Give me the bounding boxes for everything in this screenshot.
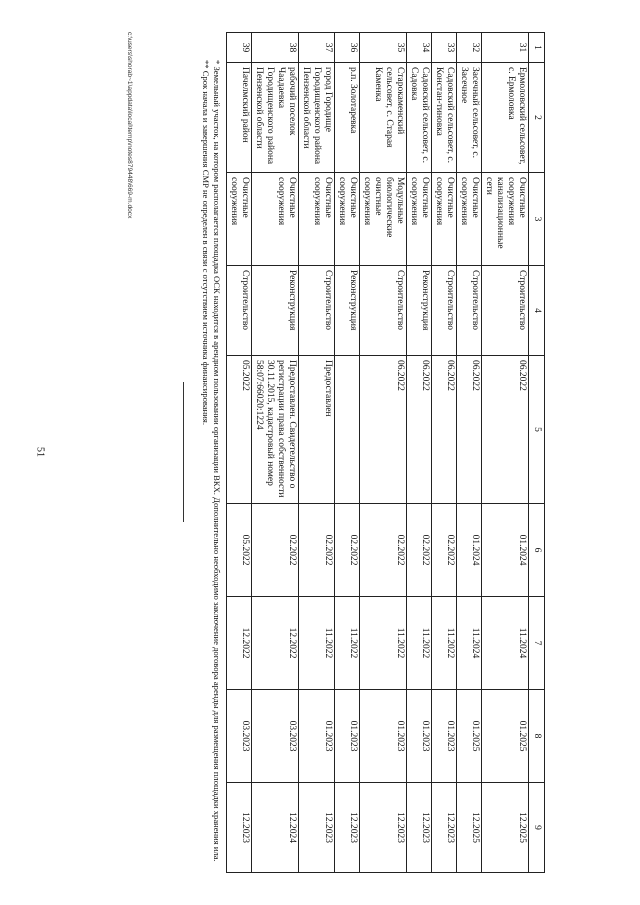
date-col-8: 01.2023 [299,690,335,783]
row-number: 38 [252,33,299,63]
settlement: Засечный сельсовет, с. Засечное [457,63,482,173]
settlement: Пачелмский район [227,63,252,173]
rotated-page-content [75,32,545,872]
land-plot-status: Предоставлен [299,356,335,504]
date-col-9: 12.2023 [299,783,335,873]
work-type: Строительство [482,266,529,356]
settlement: Садовский сельсовет, с. Констан-тиновка [432,63,457,173]
row-number: 31 [482,33,529,63]
land-plot-status: 06.2022 [482,356,529,504]
date-col-8: 01.2023 [360,690,407,783]
object-name: Очистные сооружения [457,173,482,266]
column-number: 1 [529,33,545,63]
work-type: Строительство [457,266,482,356]
table-row [299,33,335,873]
object-name: Очистные сооружения [335,173,360,266]
table-row [407,33,432,873]
table-row [432,33,457,873]
date-col-8: 01.2023 [432,690,457,783]
date-col-7: 11.2022 [299,597,335,690]
column-number: 2 [529,63,545,173]
date-col-9: 12.2023 [432,783,457,873]
date-col-9: 12.2023 [227,783,252,873]
date-col-6: 02.2022 [432,504,457,597]
date-col-7: 11.2022 [407,597,432,690]
footnote-smr: ** Срок начала и завершения СМР не определен в связи с отсутствием источника финансирования. [201,60,211,425]
date-col-6: 02.2022 [252,504,299,597]
table-row [335,33,360,873]
date-col-9: 12.2024 [252,783,299,873]
date-col-7: 11.2024 [457,597,482,690]
land-plot-status [335,356,360,504]
settlement: город Городище Городищенского района Пензенской области [299,63,335,173]
date-col-6: 02.2022 [335,504,360,597]
date-col-9: 12.2023 [407,783,432,873]
column-number: 7 [529,597,545,690]
date-col-7: 11.2022 [432,597,457,690]
table-row [482,33,529,873]
object-name: Очистные сооружения [227,173,252,266]
file-path: c:\users\shorab~1\appdata\local\temp\notes879448\669-m.docx [126,32,133,219]
page-number: 51 [34,447,46,457]
column-number: 8 [529,690,545,783]
work-type: Строительство [360,266,407,356]
date-col-6: 05.2022 [227,504,252,597]
date-col-7: 12.2022 [252,597,299,690]
table-row [457,33,482,873]
date-col-7: 11.2022 [360,597,407,690]
object-name: Очистные сооружения [252,173,299,266]
date-col-9: 12.2025 [457,783,482,873]
land-plot-status: 06.2022 [457,356,482,504]
land-plot-status: 05.2022 [227,356,252,504]
date-col-6: 02.2022 [407,504,432,597]
settlement: Садовский сельсовет, с. Садовка [407,63,432,173]
date-col-6: 02.2022 [299,504,335,597]
column-number: 5 [529,356,545,504]
column-number: 3 [529,173,545,266]
row-number: 34 [407,33,432,63]
settlement: р.п. Золотаревка [335,63,360,173]
land-plot-status: 06.2022 [432,356,457,504]
date-col-7: 12.2022 [227,597,252,690]
date-col-8: 01.2023 [335,690,360,783]
date-col-9: 12.2025 [482,783,529,873]
row-number: 32 [457,33,482,63]
work-type: Строительство [227,266,252,356]
date-col-6: 01.2024 [457,504,482,597]
objects-table [226,32,545,873]
row-number: 39 [227,33,252,63]
table-row [252,33,299,873]
object-name: Очистные сооружения [299,173,335,266]
date-col-9: 12.2023 [335,783,360,873]
footnotes [200,32,222,872]
settlement: Ермоловский сельсовет, с. Ермоловка [482,63,529,173]
work-type: Реконструкция [335,266,360,356]
work-type: Строительство [432,266,457,356]
date-col-7: 11.2024 [482,597,529,690]
object-name: Очистные сооружения канализационные сети [482,173,529,266]
date-col-8: 03.2023 [252,690,299,783]
table-row [227,33,252,873]
separator-line [183,382,184,522]
object-name: Модульные биологические очистные сооружения [360,173,407,266]
land-plot-status: Предоставлен. Свидетельство о регистрации права собственности 30.11.2015, кадастровый номер 58:07:66020:1224 [252,356,299,504]
date-col-8: 01.2025 [482,690,529,783]
work-type: Реконструкция [407,266,432,356]
row-number: 37 [299,33,335,63]
object-name: Очистные сооружения [432,173,457,266]
land-plot-status: 06.2022 [360,356,407,504]
date-col-6: 02.2022 [360,504,407,597]
column-number: 9 [529,783,545,873]
date-col-9: 12.2023 [360,783,407,873]
date-col-8: 03.2023 [227,690,252,783]
table-row [360,33,407,873]
land-plot-status: 06.2022 [407,356,432,504]
row-number: 33 [432,33,457,63]
column-number: 6 [529,504,545,597]
settlement: рабочий поселок Чаадаевка Городищенского района Пензенской области [252,63,299,173]
row-number: 35 [360,33,407,63]
date-col-8: 01.2023 [407,690,432,783]
settlement: Старокаменский сельсовет, с. Старая Каменка [360,63,407,173]
date-col-8: 01.2025 [457,690,482,783]
object-name: Очистные сооружения [407,173,432,266]
column-number: 4 [529,266,545,356]
column-number-row [529,33,545,873]
row-number: 36 [335,33,360,63]
work-type: Реконструкция [252,266,299,356]
date-col-7: 11.2022 [335,597,360,690]
date-col-6: 01.2024 [482,504,529,597]
footnote-land: * Земельный участок, на котором располагается площадка ОСК находится в арендном пользовании организации ВКХ. Дополнительно необходимо заключение договора аренды для размещения площадки хранения ила. [212,60,222,862]
work-type: Строительство [299,266,335,356]
